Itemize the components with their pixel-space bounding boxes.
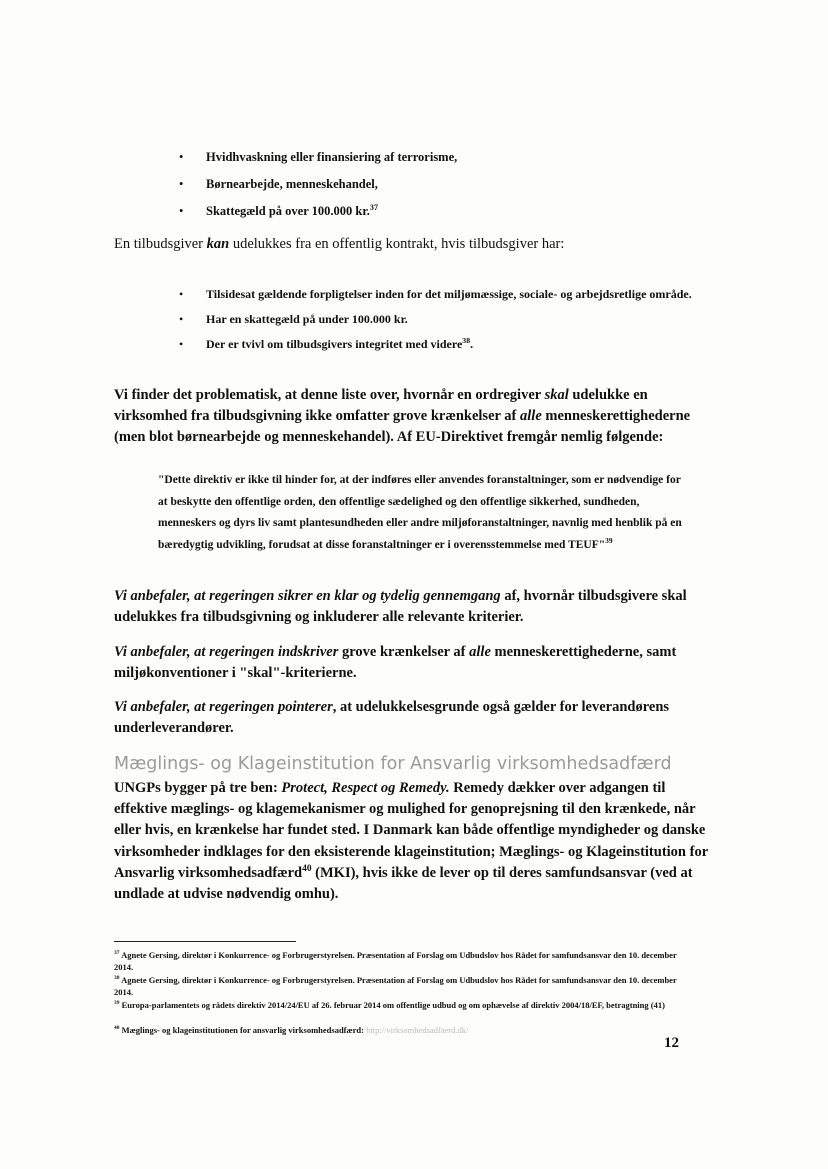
list-item-text: Børnearbejde, menneskehandel,: [206, 177, 378, 191]
list-item: [179, 198, 699, 225]
footnote-number: 37: [114, 950, 120, 957]
emphasis: Vi anbefaler, at regeringen indskriver: [114, 644, 339, 660]
footnote-number: 40: [114, 1025, 120, 1032]
page-number: 12: [664, 1035, 679, 1051]
footnote-number: 38: [114, 975, 120, 982]
footnote-text: Agnete Gersing, direktør i Konkurrence- og Forbrugerstyrelsen. Præsentation af Forslag om Udbudslov hos Rådet for samfundsansvar den 10. december 2014.: [114, 975, 677, 997]
text-span: UNGPs bygger på tre ben:: [114, 780, 282, 796]
footnote-text: Europa-parlamentets og rådets direktiv 2014/24/EU af 26. februar 2014 om offentlige udbud og om ophævelse af direktiv 2004/18/EF, betragtning (41): [119, 1000, 665, 1010]
intro-paragraph: [114, 236, 734, 253]
footnote-text: Mæglings- og klageinstitutionen for ansvarlig virksomhedsadfærd:: [119, 1025, 367, 1035]
recommendation-1: [114, 586, 714, 628]
text-span: , at udelukkelsesgrunde også gælder for leverandørens underleverandører.: [114, 699, 670, 736]
text-span: udelukkes fra en offentlig kontrakt, hvis tilbudsgiver har:: [229, 236, 565, 252]
list-item: [179, 311, 699, 327]
footnote-number: 39: [114, 1000, 120, 1007]
list-item: [179, 144, 699, 171]
list-item-text: Hvidhvaskning eller finansiering af terrorisme,: [206, 150, 458, 164]
emphasis: skal: [544, 387, 569, 403]
list-item: [179, 171, 699, 198]
emphasis: Vi anbefaler, at regeringen sikrer en klar og tydelig gennemgang: [114, 588, 501, 604]
footnote: [114, 974, 694, 998]
quote-text: "Dette direktiv er ikke til hinder for, at der indføres eller anvendes foranstaltninger, som er nødvendige for at beskytte den offentlige orden, den offentlige sædelighed og den offentlige sikkerhed, sundheden, menneskers og dyrs liv samt plantesundheden eller andre miljøforanstaltninger, navnlig med henblik på en bæredygtig udvikling, forudsat at disse foranstaltninger er i overensstemmelse med TEUF": [158, 474, 682, 551]
directive-quote: [158, 470, 688, 556]
text-span: udelukke en virksomhed fra tilbudsgivning ikke omfatter grove krænkelser af: [114, 387, 648, 424]
recommendation-2: [114, 642, 714, 684]
footnote: [114, 999, 694, 1011]
ungp-paragraph: [114, 778, 714, 905]
text-span: Vi finder det problematisk, at denne liste over, hvornår en ordregiver: [114, 387, 545, 403]
mandatory-exclusion-list: [179, 144, 699, 225]
footnote-ref[interactable]: 40: [302, 863, 312, 874]
text-span: En tilbudsgiver: [114, 236, 207, 252]
emphasis: Vi anbefaler, at regeringen pointerer: [114, 699, 333, 715]
list-item: [179, 286, 699, 302]
footnote: [114, 1024, 694, 1036]
text-span: af, hvornår tilbudsgivere skal udelukkes fra tilbudsgivning og inkluderer alle relevante kriterier.: [114, 588, 687, 625]
optional-exclusion-list: [179, 286, 699, 361]
list-item-text: Der er tvivl om tilbudsgivers integritet med videre: [206, 337, 463, 351]
list-item-text: Tilsidesat gældende forpligtelser inden for det miljømæssige, sociale- og arbejdsretlige område.: [206, 287, 692, 301]
emphasis: kan: [206, 236, 230, 252]
footnote-text: Agnete Gersing, direktør i Konkurrence- og Forbrugerstyrelsen. Præsentation af Forslag om Udbudslov hos Rådet for samfundsansvar den 10. december 2014.: [114, 950, 677, 972]
footnote-ref[interactable]: 39: [605, 535, 613, 545]
list-item-text: Har en skattegæld på under 100.000 kr.: [206, 312, 408, 326]
text-span: Remedy dækker over adgangen til effektive mæglings- og klagemekanismer og mulighed for genoprejsning til den krænkede, når eller hvis, en krænkelse har fundet sted. I Danmark kan både offentlige myndigheder og danske virksomheder indklages for den eksisterende klageinstitution; Mæglings- og Klageinstitution for Ansvarlig virksomhedsadfærd: [114, 780, 708, 881]
recommendation-3: [114, 697, 714, 739]
text-span: (MKI), hvis ikke de lever op til deres samfundsansvar (ved at undlade at udvise nødvendig omhu).: [114, 864, 693, 903]
list-item: [179, 336, 699, 352]
footnote: [114, 949, 694, 973]
emphasis: Protect, Respect og Remedy.: [281, 780, 450, 796]
main-paragraph: [114, 385, 714, 448]
footnote-divider: [114, 941, 296, 942]
text-span: menneskerettighederne (men blot børnearbejde og menneskehandel). Af EU-Direktivet fremgår nemlig følgende:: [114, 408, 691, 445]
text-span: menneskerettighederne, samt miljøkonventioner i "skal"-kriterierne.: [114, 644, 677, 681]
list-item-text: Skattegæld på over 100.000 kr.: [206, 204, 370, 218]
text-span: .: [470, 337, 474, 351]
emphasis: alle: [469, 644, 491, 660]
section-heading: Mæglings- og Klageinstitution for Ansvarlig virksomhedsadfærd: [114, 754, 672, 774]
footnote-link[interactable]: http://virksomhedsadfaerd.dk/: [366, 1025, 469, 1035]
text-span: grove krænkelser af: [338, 644, 470, 660]
footnote-ref[interactable]: 37: [369, 202, 379, 212]
emphasis: alle: [520, 408, 542, 424]
footnote-ref[interactable]: 38: [462, 336, 471, 345]
